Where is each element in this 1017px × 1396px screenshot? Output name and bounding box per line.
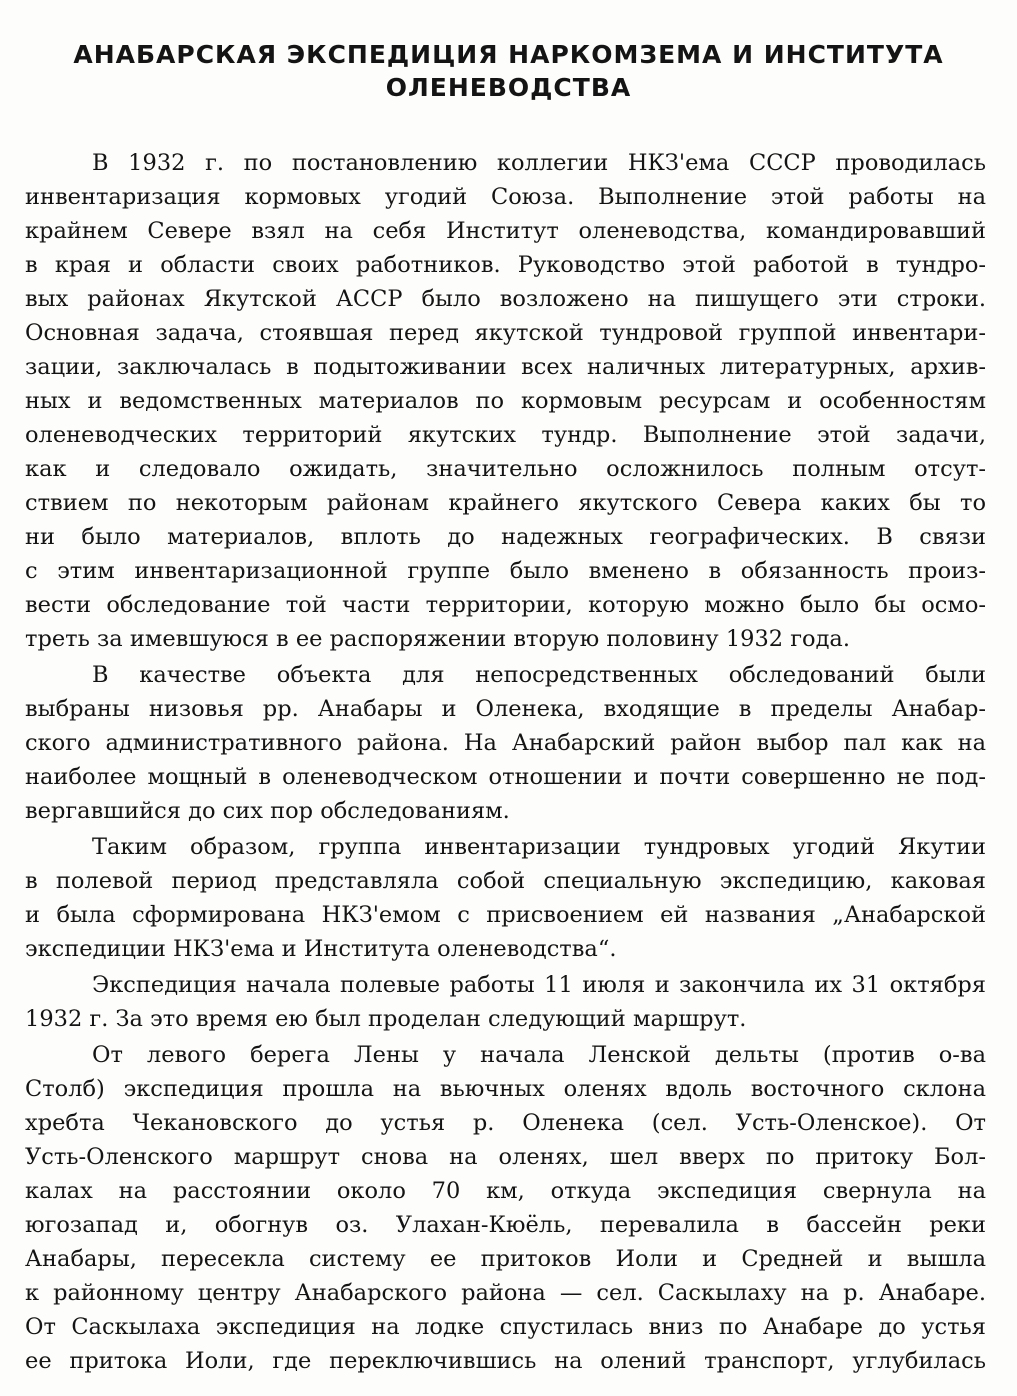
- text-line: в края и области своих работников. Руководство этой работой в тундро-: [25, 252, 986, 278]
- text-line: хребта Чекановского до устья р. Оленека (сел. Усть-Оленское). От: [25, 1110, 986, 1136]
- text-line: ни было материалов, вплоть до надежных географических. В связи: [25, 524, 986, 550]
- text-line: Экспедиция начала полевые работы 11 июля и закончила их 31 октября: [92, 972, 986, 998]
- document-title-line-1: АНАБАРСКАЯ ЭКСПЕДИЦИЯ НАРКОМЗЕМА И ИНСТИТУТА: [73, 40, 944, 69]
- text-line: вергавшийся до сих пор обследованиям.: [25, 798, 510, 824]
- text-line: ского административного района. На Анабарский район выбор пал как на: [25, 730, 986, 756]
- text-line: Усть-Оленского маршрут снова на оленях, шел вверх по притоку Бол-: [25, 1144, 986, 1170]
- text-line: ее притока Иоли, где переключившись на олений транспорт, углубилась: [25, 1348, 986, 1374]
- document-title-line-2: ОЛЕНЕВОДСТВА: [385, 73, 632, 102]
- text-line: экспедиции НКЗ'ема и Института оленеводства“.: [25, 936, 617, 962]
- text-line: Столб) экспедиция прошла на вьючных оленях вдоль восточного склона: [25, 1076, 986, 1102]
- text-line: крайнем Севере взял на себя Институт оленеводства, командировавший: [25, 218, 986, 244]
- text-line: как и следовало ожидать, значительно осложнилось полным отсут-: [25, 456, 986, 482]
- text-line: и была сформирована НКЗ'емом с присвоением ей названия „Анабарской: [25, 902, 986, 928]
- text-line: Основная задача, стоявшая перед якутской тундровой группой инвентари-: [25, 320, 986, 346]
- text-line: выбраны низовья рр. Анабары и Оленека, входящие в пределы Анабар-: [25, 696, 986, 722]
- text-line: калах на расстоянии около 70 км, откуда экспедиция свернула на: [25, 1178, 986, 1204]
- text-line: наиболее мощный в оленеводческом отношении и почти совершенно не под-: [25, 764, 986, 790]
- text-line: треть за имевшуюся в ее распоряжении вторую половину 1932 года.: [25, 626, 850, 652]
- text-line: в полевой период представляла собой специальную экспедицию, каковая: [25, 868, 986, 894]
- text-line: В 1932 г. по постановлению коллегии НКЗ'ема СССР проводилась: [92, 150, 986, 176]
- text-line: В качестве объекта для непосредственных обследований были: [92, 662, 986, 688]
- text-line: От левого берега Лены у начала Ленской дельты (против о-ва: [92, 1042, 986, 1068]
- text-line: к районному центру Анабарского района — сел. Саскылаху на р. Анабаре.: [25, 1280, 986, 1306]
- text-line: вести обследование той части территории, которую можно было бы осмо-: [25, 592, 986, 618]
- text-line: инвентаризация кормовых угодий Союза. Выполнение этой работы на: [25, 184, 986, 210]
- text-line: Анабары, пересекла систему ее притоков Иоли и Средней и вышла: [25, 1246, 986, 1272]
- text-line: с этим инвентаризационной группе было вменено в обязанность произ-: [25, 558, 986, 584]
- text-line: ствием по некоторым районам крайнего якутского Севера каких бы то: [25, 490, 986, 516]
- text-line: Таким образом, группа инвентаризации тундровых угодий Якутии: [92, 834, 986, 860]
- text-line: 1932 г. За это время ею был проделан следующий маршрут.: [25, 1006, 747, 1032]
- text-line: оленеводческих территорий якутских тундр. Выполнение этой задачи,: [25, 422, 986, 448]
- text-line: зации, заключалась в подытоживании всех наличных литературных, архив-: [25, 354, 986, 380]
- text-line: От Саскылаха экспедиция на лодке спустилась вниз по Анабаре до устья: [25, 1314, 986, 1340]
- text-line: югозапад и, обогнув оз. Улахан-Кюёль, перевалила в бассейн реки: [25, 1212, 986, 1238]
- text-line: вых районах Якутской АССР было возложено на пишущего эти строки.: [25, 286, 986, 312]
- text-line: ных и ведомственных материалов по кормовым ресурсам и особенностям: [25, 388, 986, 414]
